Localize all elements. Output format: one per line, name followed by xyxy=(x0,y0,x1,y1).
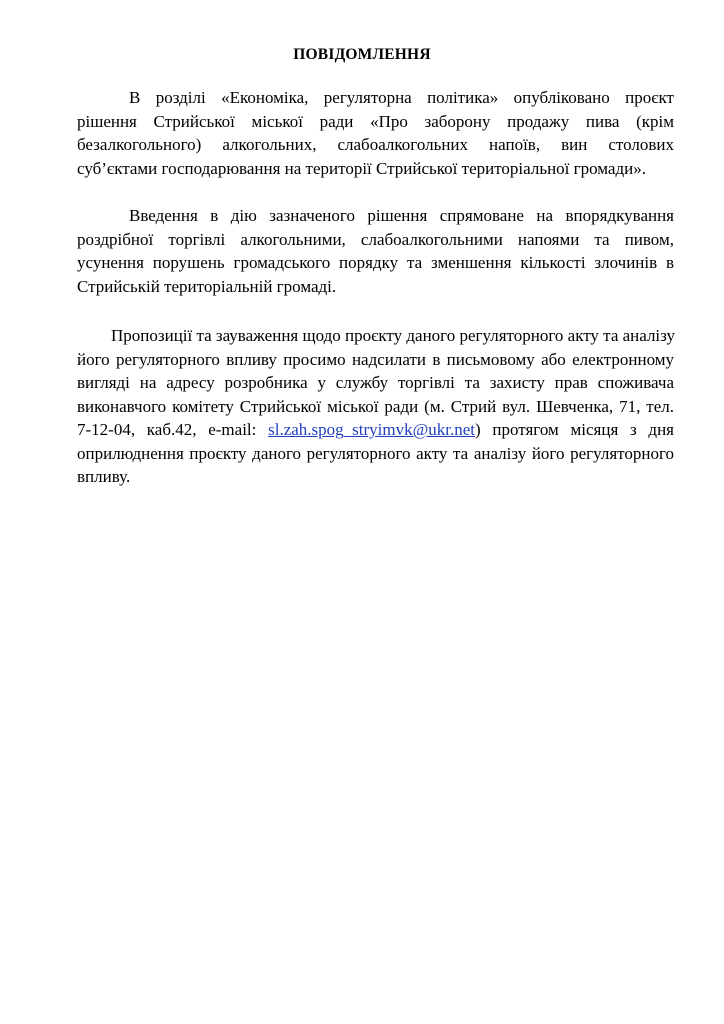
text-line: роздрібної торгівлі алкогольними, слабоалкогольними напоями та пивом, xyxy=(77,229,674,249)
paragraph-announcement xyxy=(77,86,674,180)
contact-prefix: 7-12-04, каб.42, e-mail: xyxy=(77,420,257,439)
text-line: усунення порушень громадського порядку та зменшення кількості злочинів в xyxy=(77,253,674,272)
paragraph-proposals xyxy=(77,324,674,489)
text-line xyxy=(77,204,674,228)
text-line: Стрийській територіальній громаді. xyxy=(77,276,337,296)
text-line xyxy=(77,324,674,348)
text-line: його регуляторного впливу просимо надсилати в письмовому або електронному xyxy=(77,349,674,369)
contact-suffix: ) протягом місяця з дня xyxy=(475,420,674,439)
text-line: виконавчого комітету Стрийської міської ради (м. Стрий вул. Шевченка, 71, тел. xyxy=(77,396,674,416)
text-line: безалкогольного) алкогольних, слабоалкогольних напоїв, вин столових xyxy=(77,135,674,154)
paragraph-purpose xyxy=(77,204,674,298)
text-line-content: В розділі «Економіка, регуляторна політика» опубліковано проєкт xyxy=(129,88,674,107)
text-line: вигляді на адресу розробника у службу торгівлі та захисту прав споживача xyxy=(77,373,674,392)
text-line: рішення Стрийської міської ради «Про заборону продажу пива (крім xyxy=(77,111,674,131)
text-line-content: Введення в дію зазначеного рішення спрямоване на впорядкування xyxy=(129,206,674,225)
text-line: суб’єктами господарювання на території Стрийської територіальної громади». xyxy=(77,158,646,178)
email-link[interactable]: sl.zah.spog_stryimvk@ukr.net xyxy=(268,420,475,439)
text-line: впливу. xyxy=(77,467,131,486)
text-line xyxy=(77,418,674,442)
document-title: ПОВІДОМЛЕННЯ xyxy=(293,46,431,63)
text-line: оприлюднення проєкту даного регуляторного акту та аналізу його регуляторного xyxy=(77,443,674,463)
text-line-content: Пропозиції та зауваження щодо проєкту даного регуляторного акту та аналізу xyxy=(111,326,676,345)
text-line xyxy=(77,86,674,110)
